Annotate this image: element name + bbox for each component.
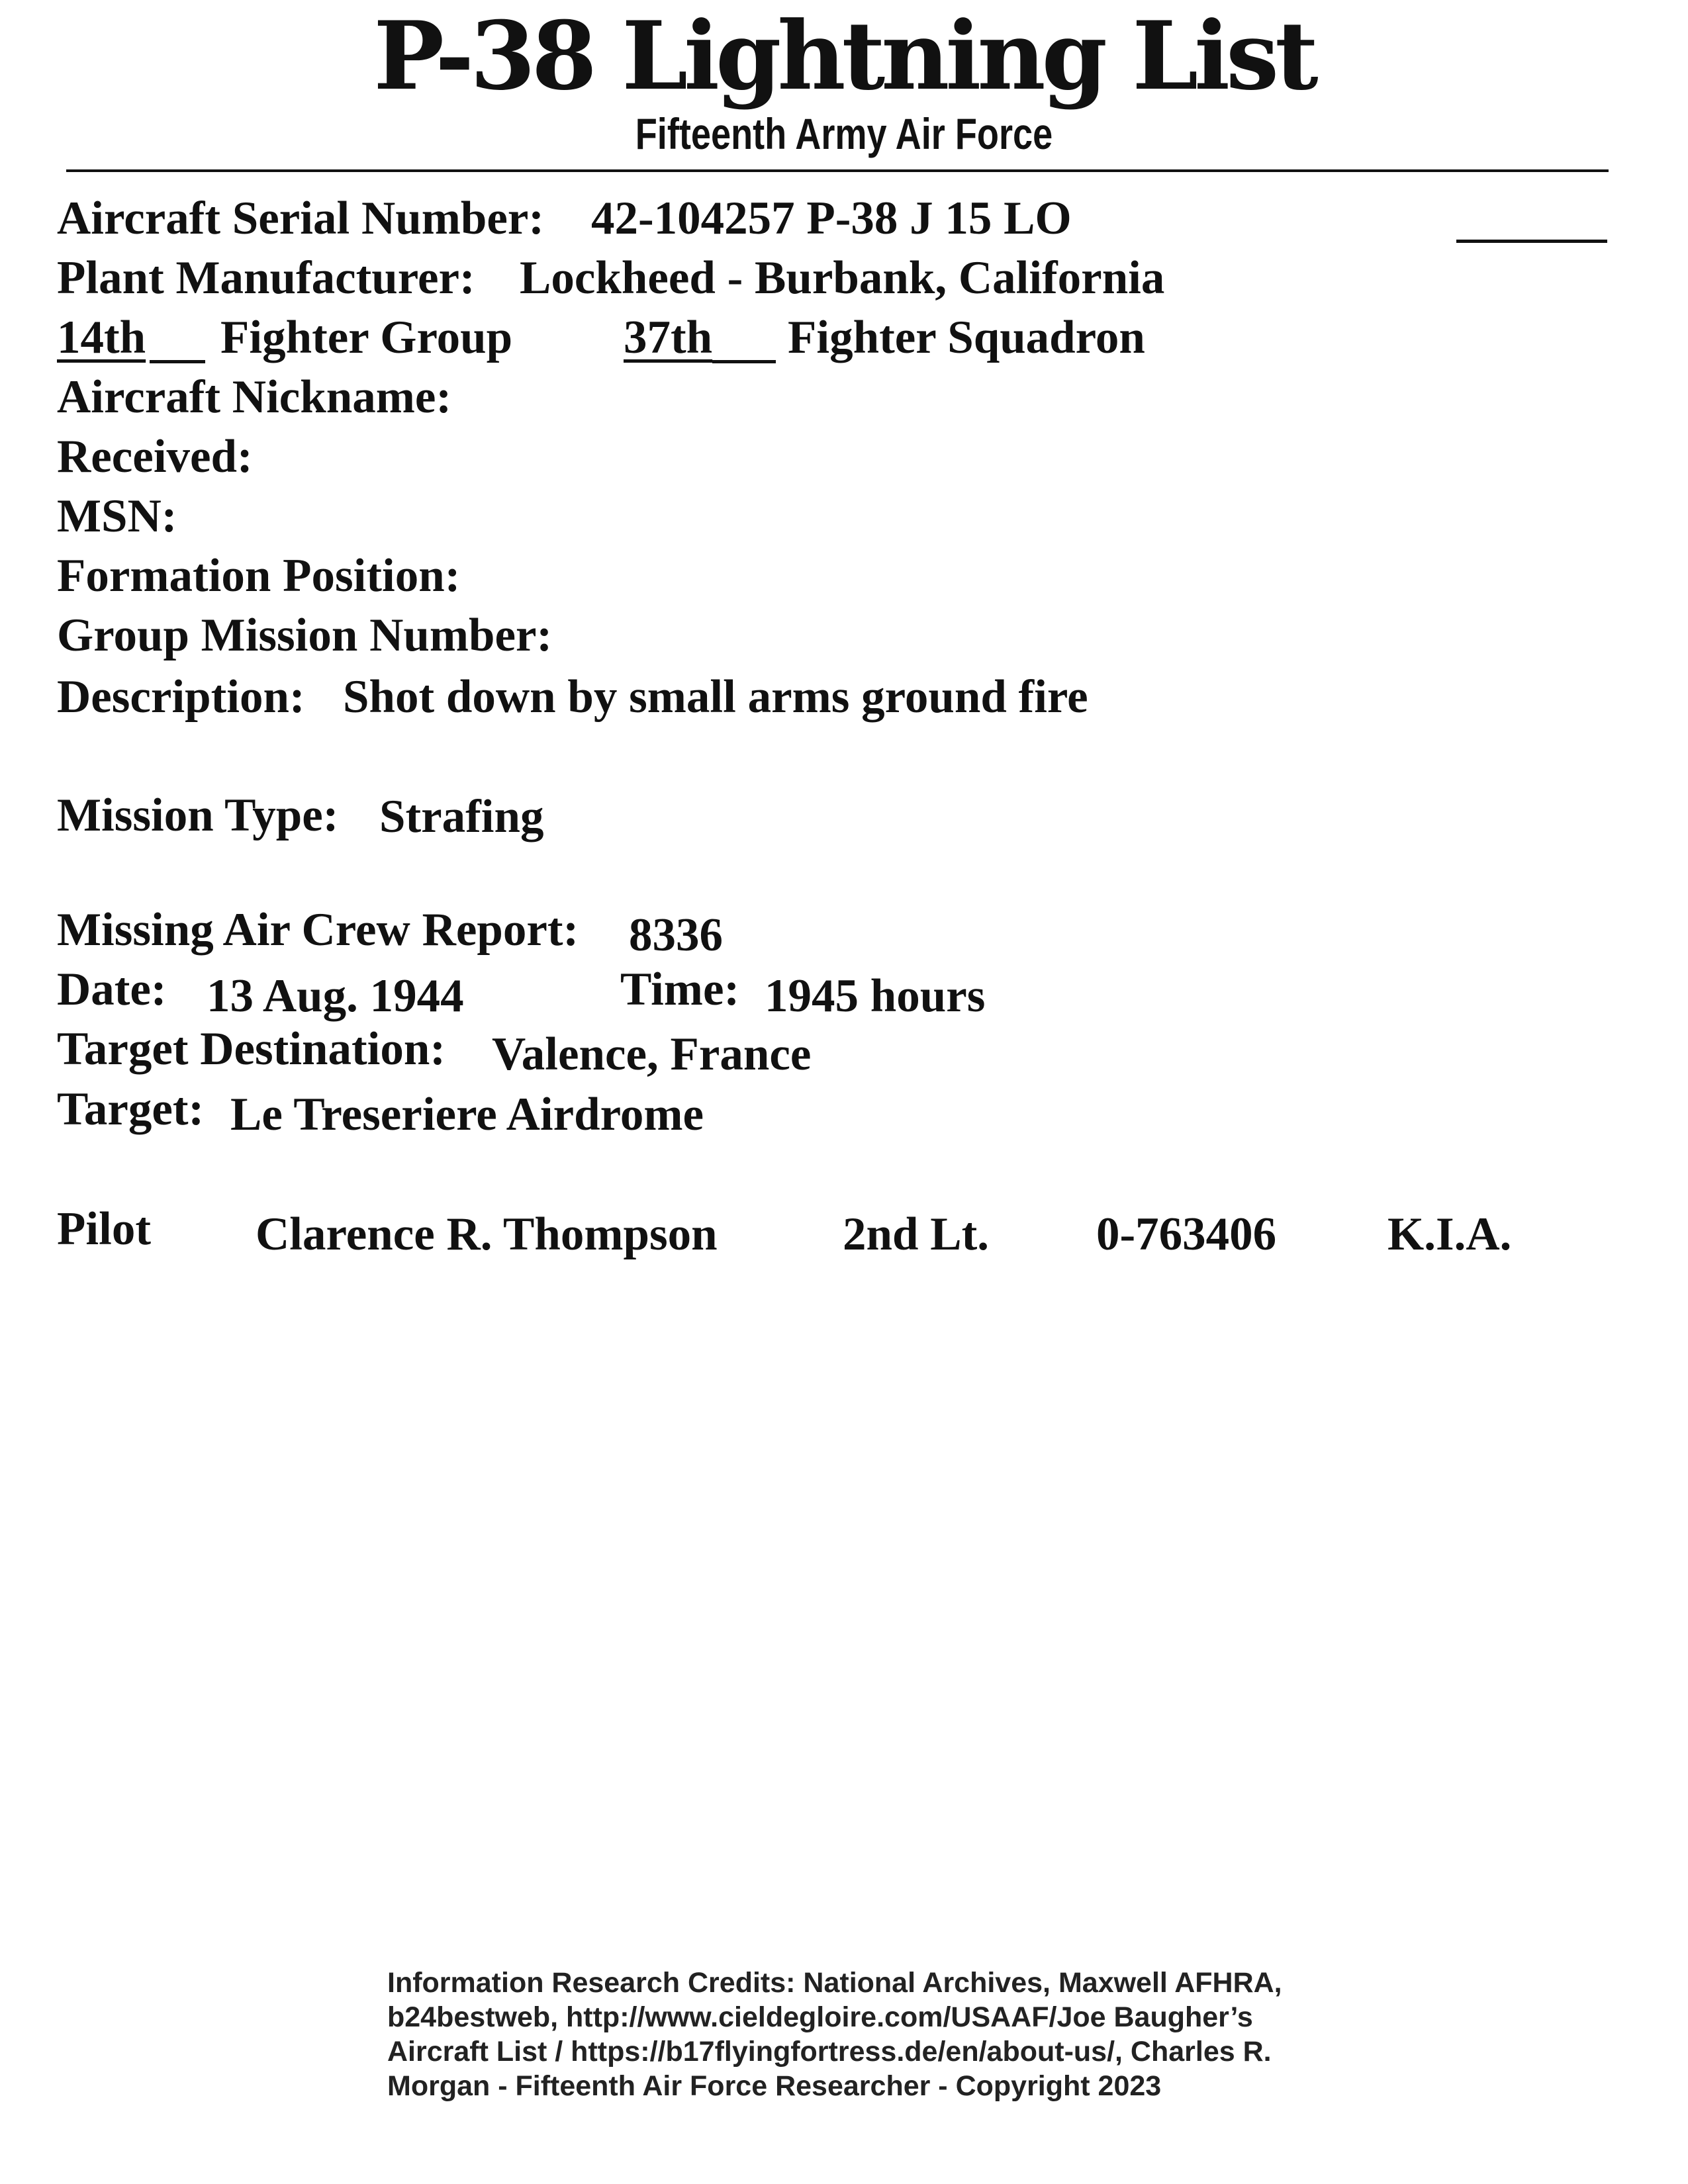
time-label: Time: [620, 964, 740, 1015]
research-credits [387, 1966, 1380, 2103]
serial-value: 42-104257 P-38 J 15 LO [591, 193, 1072, 244]
crew-rank: 2nd Lt. [843, 1208, 989, 1260]
crew-name: Clarence R. Thompson [256, 1208, 718, 1260]
credits-line-4: Morgan - Fifteenth Air Force Researcher - Copyright 2023 [387, 2070, 1162, 2102]
description-label: Description: [57, 671, 305, 723]
page-subtitle: Fifteenth Army Air Force [635, 109, 1053, 158]
header-divider [66, 169, 1609, 172]
mission-type-value: Strafing [379, 791, 544, 842]
nickname-label: Aircraft Nickname: [57, 371, 452, 423]
page-title: P-38 Lightning List [373, 1, 1315, 111]
crew-serial: 0-763406 [1096, 1208, 1277, 1260]
target-destination-label: Target Destination: [57, 1023, 446, 1075]
date-label: Date: [57, 964, 167, 1015]
time-value: 1945 hours [765, 970, 986, 1022]
target-label: Target: [57, 1083, 205, 1135]
group-mission-label: Group Mission Number: [57, 610, 553, 661]
manufacturer-label: Plant Manufacturer: [57, 252, 475, 304]
date-value: 13 Aug. 1944 [207, 970, 464, 1022]
formation-label: Formation Position: [57, 550, 461, 602]
squadron-blank-line [712, 360, 776, 363]
group-blank-line [150, 360, 205, 363]
credits-line-1: Information Research Credits: National Archives, Maxwell AFHRA, [387, 1967, 1282, 1999]
squadron-label: Fighter Squadron [788, 312, 1145, 363]
received-label: Received: [57, 431, 253, 482]
group-value: 14th [57, 312, 146, 363]
macr-label: Missing Air Crew Report: [57, 904, 579, 956]
target-value: Le Treseriere Airdrome [230, 1089, 704, 1140]
group-label: Fighter Group [220, 312, 513, 363]
macr-value: 8336 [629, 909, 723, 961]
serial-blank-line [1456, 240, 1607, 243]
serial-label: Aircraft Serial Number: [57, 193, 545, 244]
target-destination-value: Valence, France [492, 1028, 812, 1080]
credits-line-2: b24bestweb, http://www.cieldegloire.com/USAAF/Joe Baugher’s [387, 2001, 1253, 2033]
crew-role: Pilot [57, 1203, 151, 1255]
mission-type-label: Mission Type: [57, 790, 339, 841]
description-value: Shot down by small arms ground fire [343, 671, 1088, 723]
msn-label: MSN: [57, 490, 177, 542]
credits-line-3: Aircraft List / https://b17flyingfortress.de/en/about-us/, Charles R. [387, 2036, 1272, 2068]
squadron-value: 37th [624, 312, 713, 363]
crew-status: K.I.A. [1387, 1208, 1512, 1260]
manufacturer-value: Lockheed - Burbank, California [520, 252, 1165, 304]
